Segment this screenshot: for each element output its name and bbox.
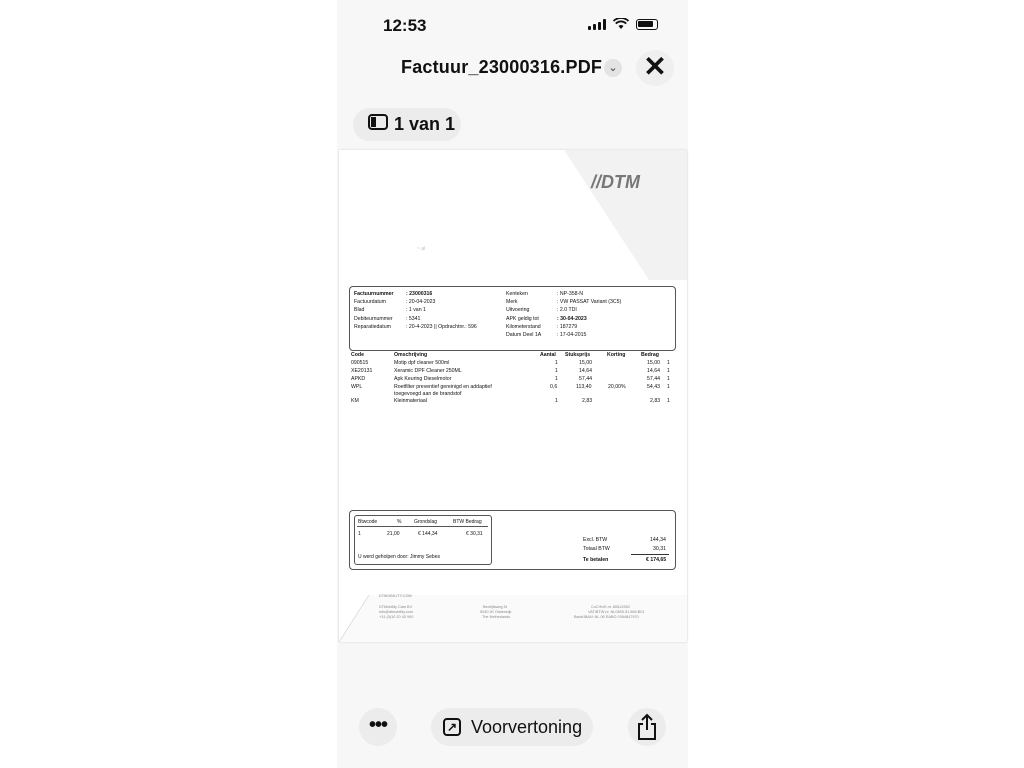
table-row: KM Kleinmateriaal 1 2,83 2,83 1 [351, 398, 670, 404]
invoice-info-box [349, 286, 676, 351]
document-header [337, 50, 688, 90]
te-betalen-value: € 174,65 [646, 557, 667, 563]
more-button[interactable] [359, 708, 397, 746]
stamp-mark: ~ al [417, 246, 426, 252]
close-button[interactable] [636, 50, 674, 86]
share-icon [636, 713, 658, 741]
sidebar-icon [368, 114, 388, 135]
preview-label: Voorvertoning [471, 716, 583, 737]
share-button[interactable] [628, 708, 666, 746]
right-field-labels: Kenteken Merk Uitvoering APK geldig tot Kilometerstand Datum Deel 1A [506, 291, 542, 338]
left-field-labels: Factuurnummer Factuurdatum Blad Debiteurnummer Reparatiedatum [354, 291, 394, 330]
excl-btw-label: Excl. BTW [583, 537, 608, 543]
invoice-document[interactable] [339, 150, 687, 642]
right-field-values: : NP-358-N : VW PASSAT Variant (3C5) : 2.0 TDI : 30-04-2023 : 187279 : 17-04-2015 [557, 291, 622, 338]
dtm-logo: //DTM [591, 172, 640, 192]
chevron-down-icon[interactable]: ⌄ [604, 59, 622, 77]
totaal-btw-value: 30,31 [653, 546, 666, 552]
excl-btw-value: 144,34 [650, 537, 666, 543]
left-field-values: : 23000316 : 20-04-2023 : 1 van 1 : 5341 : 20-4-2023 || Opdrachtnr.: 596 [406, 291, 477, 330]
te-betalen-label: Te betalen [583, 557, 609, 563]
totals-box [349, 510, 676, 570]
close-icon: ✕ [643, 51, 667, 82]
status-bar [337, 0, 688, 50]
file-name-title[interactable]: Factuur_23000316.PDF [401, 57, 603, 77]
table-row: 090515 Motip dpf cleaner 500ml 1 15,00 15,00 1 [351, 360, 670, 366]
invoice-footer: DTMOBILITY.COM DTMobility Cars BV info@dtmobility.com +31 (0)10 20 43 990 Bedrijfsweg 5t 5040 JK Oisterwijk The Netherlands CoC/KvK nr. 80612552 VAT/BTW nr. NL0809.51.566.B01 Bank/IBAN: NL 06 RABO 0364847970 [379, 594, 645, 619]
battery-icon [636, 19, 658, 30]
open-external-icon: ↗ [443, 718, 461, 736]
status-icons [588, 18, 658, 30]
wifi-icon [613, 18, 629, 30]
page-indicator-label: 1 van 1 [394, 114, 456, 134]
line-items-table [351, 352, 676, 406]
table-row: XE20131 Xeramic DPF Cleaner 250ML 1 14,64 14,64 1 [351, 368, 670, 374]
totaal-btw-label: Totaal BTW [583, 546, 610, 552]
table-header: Code Omschrijving Aantal Stuksprijs Korting Bedrag [351, 352, 659, 358]
vat-table: Btwcode % Grondslag BTW Bedrag 1 21,00 € 144,34 € 30,31 U werd geholpen door: Jimmy Sebes [354, 515, 492, 565]
table-row: WPL Roetfilter preventief gereinigd en addaptief toegevoegd aan de brandstof 0,6 113,40 20,00% 54,43 1 [351, 384, 670, 397]
cellular-signal-icon [588, 19, 606, 30]
status-time: 12:53 [383, 16, 427, 35]
page-indicator-button[interactable] [353, 108, 461, 141]
preview-button[interactable] [431, 708, 593, 746]
table-row: APKD Apk Keuring Dieselmotor 1 57,44 57,44 1 [351, 376, 670, 382]
ellipsis-icon: ••• [368, 714, 387, 736]
